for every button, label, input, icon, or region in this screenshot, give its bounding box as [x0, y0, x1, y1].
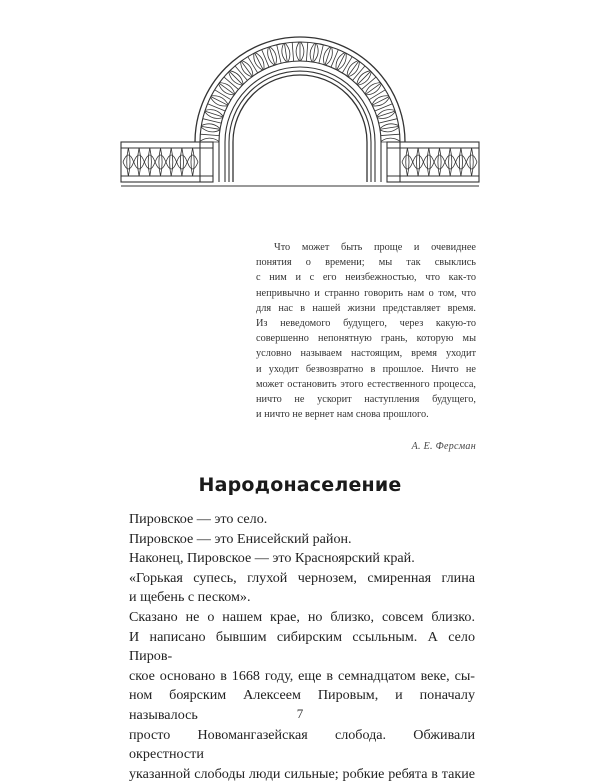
- arch-petal: [211, 96, 228, 105]
- body-line: ское основано в 1668 году, еще в семнадцатом веке, сы-: [129, 667, 475, 684]
- arch-petal-rib: [379, 119, 397, 123]
- epigraph-line: Из неведомого будущего, через какую-то: [256, 318, 476, 330]
- arch-petal: [373, 97, 390, 106]
- body-line: И написано бывшим сибирским ссыльным. А село Пиров-: [129, 628, 475, 665]
- arch-petal: [337, 53, 346, 70]
- arch-petal-rib: [203, 119, 221, 123]
- arch-petal: [211, 97, 228, 106]
- arch-petal-rib: [292, 42, 293, 61]
- epigraph-line: с ним и с его неизбежностью, что как-то: [256, 272, 476, 284]
- arch-petal: [301, 42, 304, 61]
- epigraph-line: и ничто не вернет нам снова прошлого.: [256, 409, 429, 421]
- epigraph-line: и уходит безвозвратно в прошлое. Ничто не: [256, 363, 476, 375]
- section-title: Народонаселение: [198, 474, 402, 496]
- arch-petal: [336, 53, 345, 70]
- arch-ornament: [0, 0, 600, 200]
- epigraph-line: условно называем настоящим, время уходит: [256, 348, 476, 360]
- arch-petal: [296, 42, 299, 61]
- body-line: Пировское — это село.: [129, 511, 268, 527]
- arch-divider: [269, 47, 275, 65]
- arch-petal-rib: [381, 134, 400, 135]
- arch-petal: [381, 138, 400, 141]
- body-line: «Горькая супесь, глухой чернозем, смиренная глина: [129, 569, 475, 586]
- body-text: [129, 510, 475, 784]
- body-line: Пировское — это Енисейский район.: [129, 530, 352, 547]
- arch-divider: [377, 111, 395, 117]
- body-line: Наконец, Пировское — это Красноярский край.: [129, 550, 415, 567]
- arch-petal: [254, 53, 263, 70]
- epigraph-line: непривычно и странно говорить нам о том, что: [256, 287, 476, 299]
- body-line: просто Новомангазейская слобода. Обживали окрестности: [129, 726, 475, 763]
- arch-divider: [325, 47, 331, 65]
- epigraph-line: ничто не ускорит наступления будущего,: [256, 394, 476, 406]
- arch-petal: [255, 53, 264, 70]
- body-line: и щебень с песком».: [129, 589, 251, 606]
- epigraph-text: [256, 240, 476, 422]
- arch-petal: [372, 96, 389, 105]
- epigraph-line: понятия о времени; мы так свыклись: [256, 257, 476, 269]
- body-line: указанной слободы люди сильные; робкие ребята в такие: [129, 765, 475, 782]
- epigraph-line: для нас в нашей жизни представляет время.: [256, 302, 476, 314]
- epigraph: [256, 240, 476, 422]
- arch-petal-rib: [277, 45, 281, 63]
- epigraph-line: может остановить этого естественного процесса,: [256, 378, 476, 390]
- page-number: 7: [296, 706, 304, 721]
- arch-petal-rib: [319, 45, 323, 63]
- body-line: Сказано не о нашем крае, но близко, совсем близко.: [129, 608, 475, 625]
- arch-petal-rib: [200, 134, 219, 135]
- epigraph-line: Что может быть проще и очевиднее: [274, 242, 476, 253]
- arch-divider: [205, 111, 223, 117]
- body-line: ном боярским Алексеем Пировым, и поначалу называлось: [129, 687, 475, 723]
- epigraph-line: совершенно непонятную грань, которую мы: [256, 333, 476, 345]
- arch-petal-rib: [306, 42, 307, 61]
- epigraph-author: А. Е. Ферсман: [411, 441, 476, 452]
- arch-petal: [200, 138, 219, 141]
